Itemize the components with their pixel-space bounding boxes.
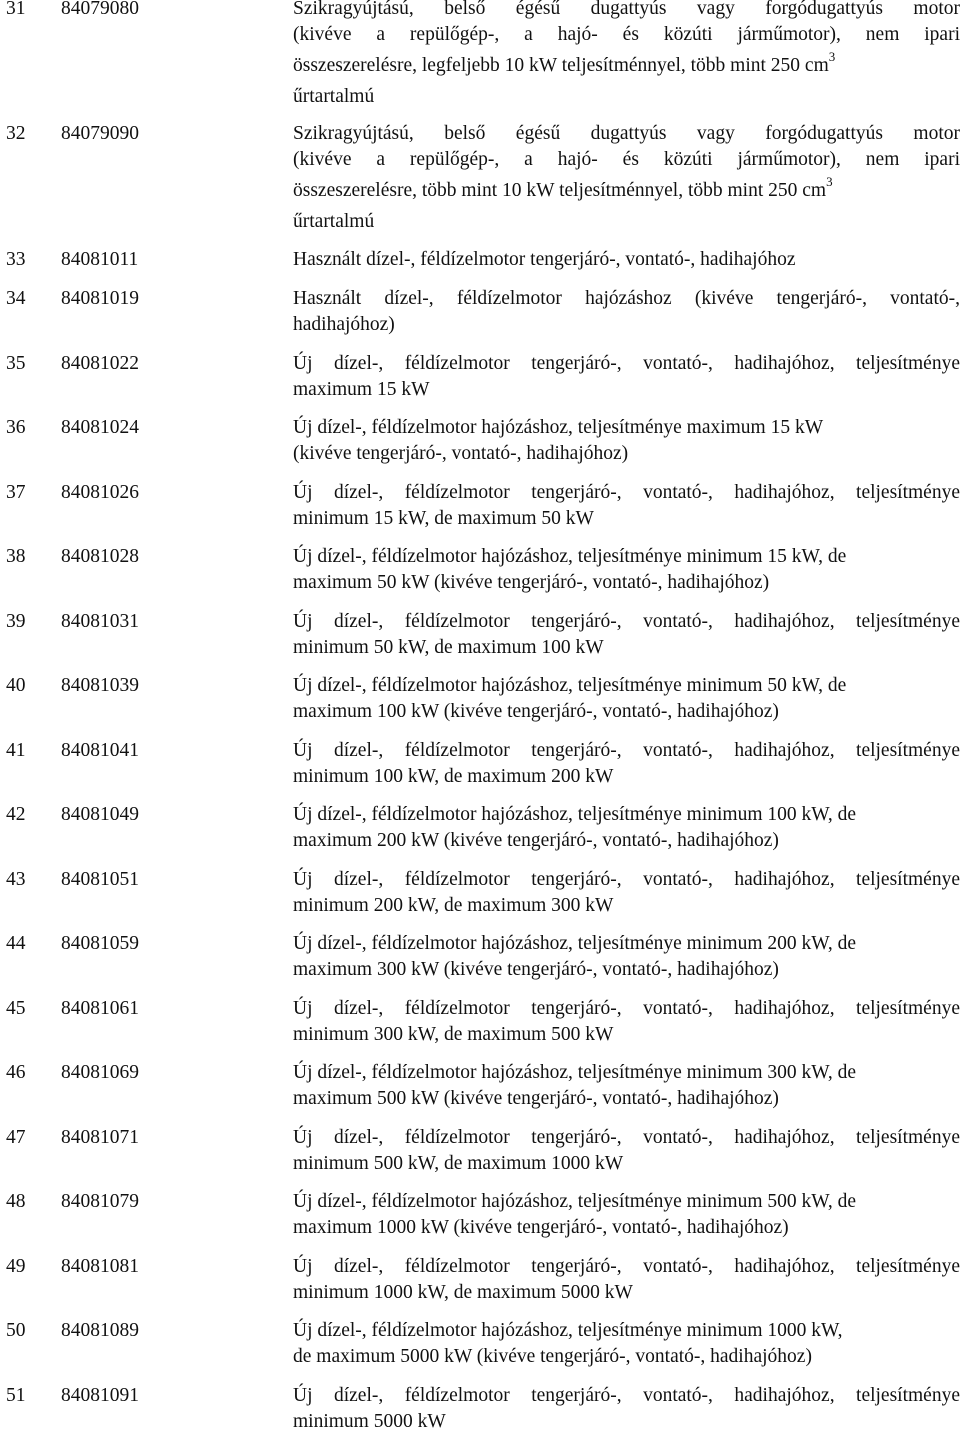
row-code: 84081069 <box>61 1062 139 1083</box>
row-description <box>293 1125 960 1177</box>
row-number: 37 <box>6 482 26 503</box>
superscript: 3 <box>826 174 833 189</box>
row-number: 36 <box>6 417 26 438</box>
row-number: 33 <box>6 249 26 270</box>
row-description <box>293 351 960 403</box>
row-code: 84081081 <box>61 1256 139 1277</box>
row-number: 46 <box>6 1062 26 1083</box>
row-code: 84081024 <box>61 417 139 438</box>
description-line: maximum 500 kW (kivéve tengerjáró-, vontató-, hadihajóhoz) <box>293 1088 779 1109</box>
description-line: Használt dízel-, féldízelmotor tengerjáró-, vontató-, hadihajóhoz <box>293 249 796 270</box>
description-line: Új dízel-, féldízelmotor tengerjáró-, vontató-, hadihajóhoz, teljesítménye <box>293 1127 960 1148</box>
row-code: 84081059 <box>61 933 139 954</box>
description-line: maximum 1000 kW (kivéve tengerjáró-, vontató-, hadihajóhoz) <box>293 1217 789 1238</box>
description-line: Új dízel-, féldízelmotor tengerjáró-, vontató-, hadihajóhoz, teljesítménye <box>293 611 960 632</box>
description-line: Új dízel-, féldízelmotor hajózáshoz, teljesítménye minimum 50 kW, de <box>293 675 847 696</box>
row-code: 84081051 <box>61 869 139 890</box>
description-line: Új dízel-, féldízelmotor hajózáshoz, teljesítménye minimum 500 kW, de <box>293 1191 857 1212</box>
description-line: Új dízel-, féldízelmotor hajózáshoz, teljesítménye minimum 1000 kW, <box>293 1320 843 1341</box>
description-line: minimum 500 kW, de maximum 1000 kW <box>293 1153 624 1174</box>
row-description <box>293 1189 960 1241</box>
description-line: maximum 300 kW (kivéve tengerjáró-, vontató-, hadihajóhoz) <box>293 959 779 980</box>
description-line: maximum 50 kW (kivéve tengerjáró-, vontató-, hadihajóhoz) <box>293 572 770 593</box>
description-line: Új dízel-, féldízelmotor hajózáshoz, teljesítménye maximum 15 kW <box>293 417 824 438</box>
row-code: 84081091 <box>61 1385 139 1406</box>
row-number: 43 <box>6 869 26 890</box>
description-line: minimum 300 kW, de maximum 500 kW <box>293 1024 614 1045</box>
row-number: 39 <box>6 611 26 632</box>
row-description <box>293 673 960 725</box>
row-number: 44 <box>6 933 26 954</box>
row-description <box>293 121 960 235</box>
row-code: 84081079 <box>61 1191 139 1212</box>
row-description <box>293 415 960 467</box>
description-line-text: összeszerelésre, legfeljebb 10 kW teljesítménnyel, több mint 250 cm <box>293 55 829 76</box>
row-code: 84081071 <box>61 1127 139 1148</box>
description-line: Használt dízel-, féldízelmotor hajózáshoz (kivéve tengerjáró-, vontató-, <box>293 288 960 309</box>
row-description <box>293 247 960 273</box>
row-number: 47 <box>6 1127 26 1148</box>
description-line: minimum 1000 kW, de maximum 5000 kW <box>293 1282 633 1303</box>
description-line: Új dízel-, féldízelmotor tengerjáró-, vontató-, hadihajóhoz, teljesítménye <box>293 482 960 503</box>
row-description <box>293 480 960 532</box>
row-number: 41 <box>6 740 26 761</box>
row-code: 84079090 <box>61 123 139 144</box>
description-line: Új dízel-, féldízelmotor tengerjáró-, vontató-, hadihajóhoz, teljesítménye <box>293 740 960 761</box>
row-description <box>293 996 960 1048</box>
row-number: 42 <box>6 804 26 825</box>
description-line-with-superscript <box>293 173 960 209</box>
description-line: Új dízel-, féldízelmotor hajózáshoz, teljesítménye minimum 100 kW, de <box>293 804 857 825</box>
description-line-text: összeszerelésre, több mint 10 kW teljesítménnyel, több mint 250 cm <box>293 180 827 201</box>
description-line: maximum 100 kW (kivéve tengerjáró-, vontató-, hadihajóhoz) <box>293 701 779 722</box>
description-line: Új dízel-, féldízelmotor tengerjáró-, vontató-, hadihajóhoz, teljesítménye <box>293 998 960 1019</box>
row-number: 35 <box>6 353 26 374</box>
row-code: 84081039 <box>61 675 139 696</box>
row-number: 50 <box>6 1320 26 1341</box>
row-description <box>293 1318 960 1370</box>
row-number: 40 <box>6 675 26 696</box>
description-line: Új dízel-, féldízelmotor tengerjáró-, vontató-, hadihajóhoz, teljesítménye <box>293 1385 960 1406</box>
description-line: de maximum 5000 kW (kivéve tengerjáró-, vontató-, hadihajóhoz) <box>293 1346 812 1367</box>
row-code: 84081026 <box>61 482 139 503</box>
description-line: Szikragyújtású, belső égésű dugattyús vagy forgódugattyús motor <box>293 123 960 144</box>
row-number: 51 <box>6 1385 26 1406</box>
superscript: 3 <box>828 49 836 64</box>
description-line: minimum 15 kW, de maximum 50 kW <box>293 508 594 529</box>
row-code: 84079080 <box>61 0 139 19</box>
description-line: maximum 15 kW <box>293 379 430 400</box>
row-number: 49 <box>6 1256 26 1277</box>
description-line: (kivéve tengerjáró-, vontató-, hadihajóhoz) <box>293 443 629 464</box>
description-line-with-superscript <box>293 48 960 84</box>
description-line: Új dízel-, féldízelmotor tengerjáró-, vontató-, hadihajóhoz, teljesítménye <box>293 869 960 890</box>
description-line: maximum 200 kW (kivéve tengerjáró-, vontató-, hadihajóhoz) <box>293 830 779 851</box>
row-description <box>293 0 960 110</box>
description-line: Új dízel-, féldízelmotor hajózáshoz, teljesítménye minimum 300 kW, de <box>293 1062 857 1083</box>
row-code: 84081041 <box>61 740 139 761</box>
description-line: Új dízel-, féldízelmotor hajózáshoz, teljesítménye minimum 15 kW, de <box>293 546 847 567</box>
row-code: 84081049 <box>61 804 139 825</box>
row-code: 84081019 <box>61 288 139 309</box>
row-number: 31 <box>6 0 26 19</box>
description-line: minimum 5000 kW <box>293 1411 446 1432</box>
row-number: 32 <box>6 123 26 144</box>
row-number: 48 <box>6 1191 26 1212</box>
description-line: minimum 200 kW, de maximum 300 kW <box>293 895 614 916</box>
row-number: 34 <box>6 288 26 309</box>
description-line: Új dízel-, féldízelmotor tengerjáró-, vontató-, hadihajóhoz, teljesítménye <box>293 353 960 374</box>
description-line: minimum 50 kW, de maximum 100 kW <box>293 637 604 658</box>
row-description <box>293 738 960 790</box>
row-description <box>293 609 960 661</box>
row-code: 84081028 <box>61 546 139 567</box>
row-description <box>293 867 960 919</box>
description-line: Új dízel-, féldízelmotor hajózáshoz, teljesítménye minimum 200 kW, de <box>293 933 857 954</box>
description-line: (kivéve a repülőgép-, a hajó- és közúti járműmotor), nem ipari <box>293 149 960 170</box>
row-number: 38 <box>6 546 26 567</box>
row-description <box>293 802 960 854</box>
row-description <box>293 931 960 983</box>
row-number: 45 <box>6 998 26 1019</box>
description-line: Új dízel-, féldízelmotor tengerjáró-, vontató-, hadihajóhoz, teljesítménye <box>293 1256 960 1277</box>
row-description <box>293 1383 960 1435</box>
row-description <box>293 544 960 596</box>
description-line: hadihajóhoz) <box>293 314 395 335</box>
row-description <box>293 1254 960 1306</box>
description-line: űrtartalmú <box>293 86 375 107</box>
row-code: 84081031 <box>61 611 139 632</box>
row-description <box>293 286 960 338</box>
description-line: minimum 100 kW, de maximum 200 kW <box>293 766 614 787</box>
description-line: űrtartalmú <box>293 211 375 232</box>
row-code: 84081011 <box>61 249 139 270</box>
row-description <box>293 1060 960 1112</box>
row-code: 84081089 <box>61 1320 139 1341</box>
description-line: (kivéve a repülőgép-, a hajó- és közúti járműmotor), nem ipari <box>293 24 960 45</box>
row-code: 84081022 <box>61 353 139 374</box>
description-line: Szikragyújtású, belső égésű dugattyús vagy forgódugattyús motor <box>293 0 960 19</box>
row-code: 84081061 <box>61 998 139 1019</box>
